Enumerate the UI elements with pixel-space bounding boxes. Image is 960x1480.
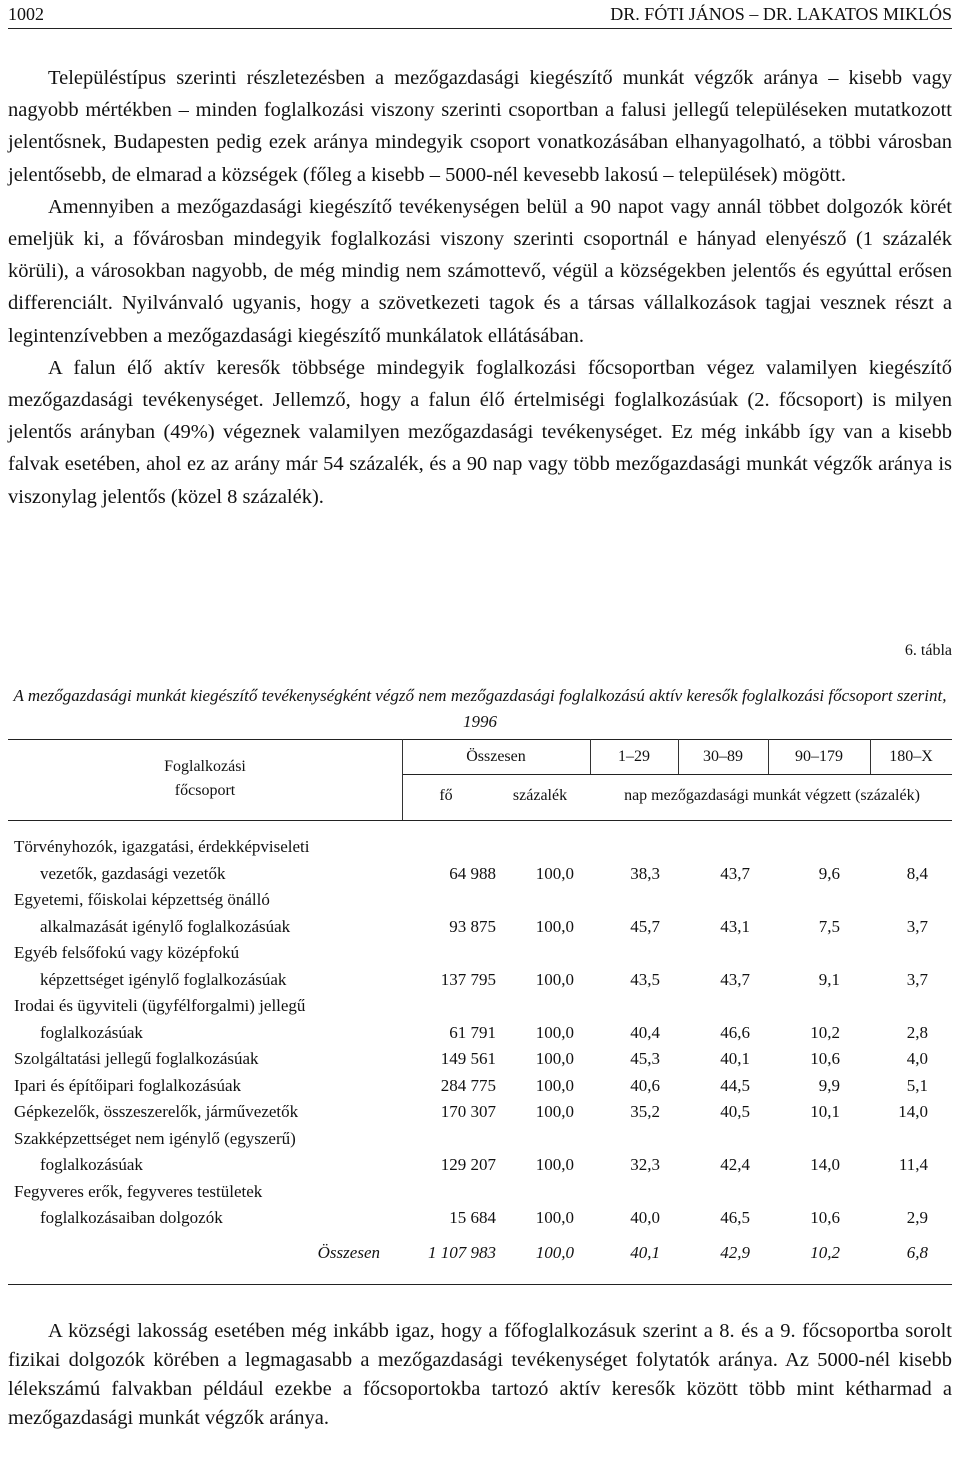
header-foglalkozasi: Foglalkozási főcsoport [164, 758, 246, 799]
header-range-1-29: 1–29 [618, 748, 650, 765]
cell-szazalek: 100,0 [535, 969, 574, 989]
cell-range-30-89: 43,7 [720, 969, 750, 989]
paragraph-2: Amennyiben a mezőgazdasági kiegészítő tevékenységen belül a 90 napot vagy annál többet dolgozók körét emeljük ki, a fővárosban mindegyik foglalkozási viszony szerinti csoportnál e hányad elenyésző (1 százalék körüli), a városokban nagyobb, de még mindig nem számottevő, végül a községekben jelentős és egyúttal erősen differenciált. Nyilvánvaló ugyanis, hogy a szövetkezeti tagok és a társas vállalkozások tagjai vesznek részt a legintenzívebben a mezőgazdasági kiegészítő munkálatok ellátásában. [8, 195, 952, 347]
cell-szazalek: 100,0 [535, 916, 574, 936]
cell-fo: 61 791 [449, 1022, 496, 1042]
cell-fo: 93 875 [449, 916, 496, 936]
cell-szazalek: 100,0 [535, 1049, 574, 1068]
cell-range-90-179: 10,6 [810, 1208, 840, 1227]
cell-range-180-x: 14,0 [898, 1102, 928, 1121]
row-label: Gépkezelők, összeszerelők, járművezetők [14, 1102, 299, 1121]
data-table [8, 739, 952, 1287]
cell-range-90-179: 10,1 [810, 1102, 840, 1121]
cell-range-30-89: 40,5 [720, 1102, 750, 1121]
header-szazalek: százalék [512, 787, 568, 804]
cell-range-30-89: 40,1 [720, 1049, 750, 1068]
cell-range-30-89: 46,6 [720, 1022, 750, 1042]
row-label: Irodai és ügyviteli (ügyfélforgalmi) jellegű foglalkozásúak [14, 996, 306, 1042]
header-nap-note: nap mezőgazdasági munkát végzett (százalék) [624, 787, 920, 804]
cell-range-1-29: 45,7 [630, 916, 660, 936]
cell-range-1-29: 40,6 [630, 1075, 660, 1095]
total-fo: 1 107 983 [428, 1243, 496, 1262]
total-range-180-x: 6,8 [906, 1243, 928, 1262]
cell-range-180-x: 8,4 [906, 863, 928, 883]
header-rule-mid [402, 774, 952, 775]
cell-range-90-179: 10,6 [810, 1049, 840, 1068]
cell-range-180-x: 11,4 [898, 1155, 928, 1174]
header-rule-bottom [8, 820, 952, 821]
cell-range-1-29: 43,5 [630, 969, 660, 989]
total-range-90-179: 10,2 [810, 1243, 840, 1262]
cell-range-30-89: 42,4 [720, 1155, 750, 1174]
cell-range-1-29: 32,3 [630, 1155, 660, 1174]
body-text [8, 62, 952, 513]
header-range-180-x: 180–X [889, 748, 933, 765]
cell-range-180-x: 5,1 [906, 1075, 928, 1095]
total-range-1-29: 40,1 [630, 1243, 660, 1262]
cell-range-90-179: 9,1 [818, 969, 840, 989]
running-authors: DR. FÓTI JÁNOS – DR. LAKATOS MIKLÓS [610, 4, 952, 24]
table-title: A mezőgazdasági munkát kiegészítő tevékenységként végző nem mezőgazdasági foglalkozású aktív keresők foglalkozási főcsoport szerint, 1996 [13, 686, 947, 731]
cell-szazalek: 100,0 [535, 1022, 574, 1042]
header-range-90-179: 90–179 [795, 748, 843, 765]
paragraph-4: A községi lakosság esetében még inkább igaz, hogy a főfoglalkozásuk szerint a 8. és a 9. főcsoportba sorolt fizikai dolgozók körében a legmagasabb a mezőgazdasági tevékenységet folytatók aránya. Az 5000-nél kisebb lélekszámú falvakban például ezekbe a főcsoportokba tartozó aktív keresők között több mint kétharmad a mezőgazdasági munkát végzők aránya. [8, 1320, 952, 1429]
cell-range-30-89: 44,5 [720, 1075, 750, 1095]
cell-range-30-89: 43,7 [720, 863, 750, 883]
cell-range-180-x: 3,7 [906, 916, 928, 936]
cell-range-180-x: 3,7 [906, 969, 928, 989]
row-label: Ipari és építőipari foglalkozásúak [14, 1075, 242, 1095]
row-label: Szolgáltatási jellegű foglalkozásúak [14, 1049, 259, 1068]
running-header [8, 2, 952, 29]
row-label: Fegyveres erők, fegyveres testületek foglalkozásaiban dolgozók [14, 1181, 263, 1227]
cell-range-180-x: 2,8 [906, 1022, 928, 1042]
cell-range-1-29: 40,0 [630, 1208, 660, 1227]
cell-range-90-179: 9,9 [818, 1075, 840, 1095]
cell-szazalek: 100,0 [535, 1102, 574, 1121]
cell-range-1-29: 40,4 [630, 1022, 660, 1042]
cell-range-30-89: 43,1 [720, 916, 750, 936]
cell-range-90-179: 10,2 [810, 1022, 840, 1042]
cell-szazalek: 100,0 [535, 1155, 574, 1174]
row-label: Egyéb felsőfokú vagy középfokú képzettséget igénylő foglalkozásúak [14, 943, 287, 989]
total-range-30-89: 42,9 [720, 1243, 750, 1262]
table-number: 6. tábla [904, 642, 952, 659]
row-label: Törvényhozók, igazgatási, érdekképviseleti vezetők, gazdasági vezetők [14, 837, 310, 883]
cell-range-90-179: 7,5 [818, 916, 840, 936]
header-fo: fő [439, 787, 453, 804]
paragraph-1: Településtípus szerinti részletezésben a mezőgazdasági kiegészítő munkát végzők aránya – kisebb vagy nagyobb mértékben – minden foglalkozási viszony szerinti csoportban a falusi jellegű településeken mutatkozott jelentősnek, Budapesten pedig ezek aránya mindegyik csoport vonatkozásában elhanyagolható, a többi városban jelentősebb, de elmarad a községek (főleg a kisebb – 5000-nél kevesebb lakosú – települések) mögött. [8, 67, 952, 186]
cell-range-90-179: 14,0 [810, 1155, 840, 1174]
cell-range-1-29: 45,3 [630, 1049, 660, 1068]
cell-szazalek: 100,0 [535, 1075, 574, 1095]
cell-fo: 129 207 [440, 1155, 496, 1174]
cell-range-1-29: 38,3 [630, 863, 660, 883]
cell-fo: 149 561 [440, 1049, 496, 1068]
cell-fo: 284 775 [440, 1075, 496, 1095]
table-rule-bottom [8, 1284, 952, 1285]
cell-fo: 170 307 [440, 1102, 496, 1121]
cell-range-90-179: 9,6 [818, 863, 840, 883]
header-osszesen: Összesen [466, 748, 526, 765]
cell-range-180-x: 4,0 [906, 1049, 928, 1068]
header-range-30-89: 30–89 [703, 748, 743, 765]
cell-range-1-29: 35,2 [630, 1102, 660, 1121]
body-text-closing [8, 1317, 952, 1433]
cell-szazalek: 100,0 [535, 863, 574, 883]
row-label: Szakképzettséget nem igénylő (egyszerű) foglalkozásúak [14, 1128, 296, 1174]
cell-range-180-x: 2,9 [906, 1208, 928, 1227]
cell-fo: 64 988 [449, 863, 496, 883]
cell-szazalek: 100,0 [535, 1208, 574, 1227]
page-number: 1002 [8, 4, 44, 24]
total-szazalek: 100,0 [535, 1243, 574, 1262]
row-label: Egyetemi, főiskolai képzettség önálló alkalmazását igénylő foglalkozásúak [14, 890, 291, 936]
table-rule-top [8, 739, 952, 740]
total-label: Összesen [317, 1243, 380, 1262]
cell-fo: 15 684 [449, 1208, 496, 1227]
cell-range-30-89: 46,5 [720, 1208, 750, 1227]
cell-fo: 137 795 [440, 969, 496, 989]
paragraph-3: A falun élő aktív keresők többsége mindegyik foglalkozási főcsoportban végez valamilyen kiegészítő mezőgazdasági tevékenységet. Jellemző, hogy a falun élő értelmiségi foglalkozásúak (2. főcsoport) is milyen jelentős arányban (49%) végeznek valamilyen mezőgazdasági tevékenységet. Ez még inkább így van a kisebb falvak esetében, ahol ez az arány már 54 százalék, és a 90 nap vagy több mezőgazdasági munkát végzők aránya is viszonylag jelentős (közel 8 százalék). [8, 356, 952, 508]
